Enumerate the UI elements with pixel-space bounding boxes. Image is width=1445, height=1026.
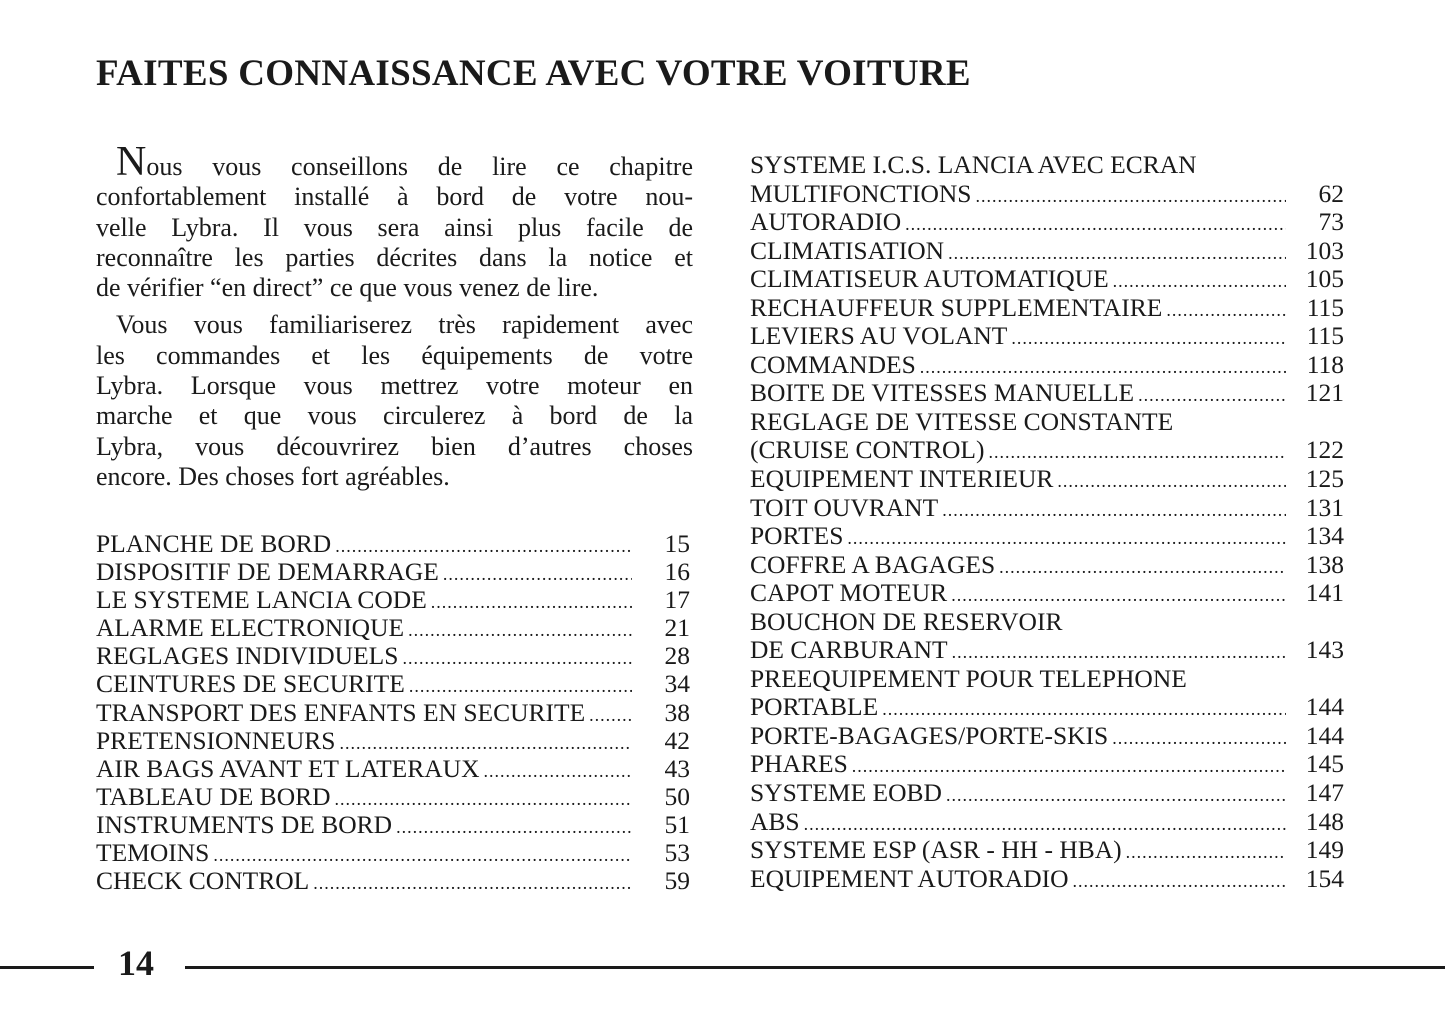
- intro-text: [96, 139, 693, 499]
- toc-label: CLIMATISEUR AUTOMATIQUE: [750, 264, 1109, 294]
- toc-page-number: 62: [1318, 178, 1344, 208]
- toc-entry: [96, 755, 690, 783]
- toc-entry: [750, 294, 1344, 323]
- dot-leader: [847, 524, 1286, 553]
- toc-entry: [750, 180, 1344, 209]
- toc-entry: [750, 750, 1344, 779]
- toc-page-number: 103: [1305, 235, 1344, 265]
- line-text: confortablement installé à bord de votre nou-: [96, 182, 693, 212]
- toc-entry: [750, 494, 1344, 523]
- dot-leader: [443, 560, 632, 588]
- paragraph-line: [96, 341, 693, 371]
- toc-page-number: 28: [664, 641, 690, 671]
- toc-label: BOITE DE VITESSES MANUELLE: [750, 378, 1135, 408]
- intro-paragraph: [96, 139, 693, 303]
- toc-label: LE SYSTEME LANCIA CODE: [96, 585, 427, 615]
- toc-entry: [750, 779, 1344, 808]
- toc-page-number: 21: [664, 613, 690, 643]
- toc-page-number: 38: [664, 697, 690, 727]
- intro-paragraph: [96, 310, 693, 492]
- dot-leader: [952, 638, 1286, 667]
- toc-page-number: 16: [664, 557, 690, 587]
- toc-label: COFFRE A BAGAGES: [750, 549, 996, 579]
- toc-label: CAPOT MOTEUR: [750, 578, 948, 608]
- toc-entry: [750, 579, 1344, 608]
- toc-entry: [96, 614, 690, 642]
- dot-leader: [313, 869, 632, 897]
- toc-page-number: 134: [1305, 521, 1344, 551]
- page-title: FAITES CONNAISSANCE AVEC VOTRE VOITURE: [96, 53, 971, 94]
- paragraph-line: [96, 213, 693, 243]
- toc-label: TABLEAU DE BORD: [96, 781, 331, 811]
- toc-page-number: 121: [1305, 378, 1344, 408]
- toc-label: RECHAUFFEUR SUPPLEMENTAIRE: [750, 292, 1163, 322]
- line-text: les commandes et les équipements de votre: [96, 340, 693, 370]
- dot-leader: [988, 438, 1286, 467]
- toc-page-number: 105: [1305, 264, 1344, 294]
- paragraph-line: [96, 139, 693, 185]
- toc-entry: [750, 522, 1344, 551]
- dot-leader: [1057, 467, 1286, 496]
- toc-label: (CRUISE CONTROL): [750, 435, 985, 465]
- toc-entry: [96, 783, 690, 811]
- dot-leader: [409, 672, 632, 700]
- toc-entry: [96, 839, 690, 867]
- line-text: Lybra. Lorsque vous mettrez votre moteur en: [96, 371, 693, 401]
- toc-right-column: [750, 151, 1344, 893]
- toc-label: EQUIPEMENT AUTORADIO: [750, 863, 1069, 893]
- toc-label: TEMOINS: [96, 838, 210, 868]
- toc-entry: [750, 636, 1344, 665]
- line-text: marche et que vous circulerez à bord de la: [96, 401, 693, 431]
- line-text: ous vous conseillons de lire ce chapitre: [146, 152, 693, 181]
- dot-leader: [1073, 867, 1286, 896]
- line-text: encore. Des choses fort agréables.: [96, 461, 450, 491]
- toc-entry: [750, 151, 1344, 180]
- toc-entry: [96, 670, 690, 698]
- dot-leader: [335, 785, 632, 813]
- toc-entry: [750, 465, 1344, 494]
- footer-rule-right: [185, 966, 1445, 969]
- toc-label: REGLAGES INDIVIDUELS: [96, 641, 399, 671]
- toc-page-number: 42: [664, 725, 690, 755]
- toc-page-number: 131: [1305, 492, 1344, 522]
- toc-label: SYSTEME I.C.S. LANCIA AVEC ECRAN: [750, 150, 1197, 179]
- toc-page-number: 144: [1305, 720, 1344, 750]
- toc-label: ABS: [750, 806, 800, 836]
- toc-page-number: 145: [1305, 749, 1344, 779]
- toc-entry: [750, 237, 1344, 266]
- toc-entry: [750, 208, 1344, 237]
- toc-page-number: 149: [1305, 835, 1344, 865]
- dot-leader: [1113, 267, 1286, 296]
- toc-entry: [750, 265, 1344, 294]
- toc-entry: [750, 808, 1344, 837]
- paragraph-line: [96, 243, 693, 273]
- toc-entry: [750, 551, 1344, 580]
- toc-entry: [750, 693, 1344, 722]
- toc-page-number: 34: [664, 669, 690, 699]
- toc-page-number: 148: [1305, 806, 1344, 836]
- toc-label: CEINTURES DE SECURITE: [96, 669, 405, 699]
- dot-leader: [484, 757, 633, 785]
- paragraph-line: [96, 462, 693, 492]
- toc-page-number: 122: [1305, 435, 1344, 465]
- toc-label: PHARES: [750, 749, 848, 779]
- toc-label: BOUCHON DE RESERVOIR: [750, 606, 1063, 636]
- toc-label: AUTORADIO: [750, 207, 902, 237]
- toc-page-number: 17: [664, 585, 690, 615]
- dot-leader: [339, 729, 632, 757]
- toc-entry: [96, 642, 690, 670]
- toc-label: TOIT OUVRANT: [750, 492, 939, 522]
- toc-label: LEVIERS AU VOLANT: [750, 321, 1008, 351]
- toc-entry: [750, 865, 1344, 894]
- toc-label: REGLAGE DE VITESSE CONSTANTE: [750, 406, 1174, 436]
- toc-label: SYSTEME EOBD: [750, 778, 942, 808]
- paragraph-line: [96, 273, 693, 303]
- toc-page-number: 73: [1318, 207, 1344, 237]
- toc-label: PORTABLE: [750, 692, 879, 722]
- toc-page-number: 50: [664, 781, 690, 811]
- footer-rule-left: [0, 966, 94, 969]
- toc-label: AIR BAGS AVANT ET LATERAUX: [96, 753, 480, 783]
- toc-entry: [750, 722, 1344, 751]
- dot-leader: [589, 701, 632, 729]
- dot-leader: [1166, 296, 1286, 325]
- toc-page-number: 154: [1305, 863, 1344, 893]
- toc-page-number: 118: [1306, 349, 1344, 379]
- toc-entry: [750, 408, 1344, 437]
- toc-label: PRETENSIONNEURS: [96, 725, 336, 755]
- toc-label: TRANSPORT DES ENFANTS EN SECURITE: [96, 697, 586, 727]
- dot-leader: [852, 752, 1286, 781]
- toc-page-number: 141: [1305, 578, 1344, 608]
- toc-label: SYSTEME ESP (ASR - HH - HBA): [750, 835, 1122, 865]
- dot-leader: [976, 182, 1287, 211]
- dot-leader: [882, 695, 1286, 724]
- toc-page-number: 59: [664, 866, 690, 896]
- drop-cap: N: [116, 139, 147, 185]
- toc-entry: [96, 727, 690, 755]
- toc-label: DISPOSITIF DE DEMARRAGE: [96, 557, 439, 587]
- toc-label: MULTIFONCTIONS: [750, 178, 972, 208]
- dot-leader: [396, 813, 632, 841]
- dot-leader: [335, 532, 632, 560]
- line-text: Lybra, vous découvrirez bien d’autres choses: [96, 431, 693, 461]
- toc-label: PORTE-BAGAGES/PORTE-SKIS: [750, 720, 1109, 750]
- toc-label: CLIMATISATION: [750, 235, 945, 265]
- toc-label: ALARME ELECTRONIQUE: [96, 613, 405, 643]
- toc-entry: [96, 867, 690, 895]
- dot-leader: [213, 841, 632, 869]
- dot-leader: [804, 810, 1286, 839]
- toc-entry: [96, 586, 690, 614]
- toc-page-number: 115: [1306, 292, 1344, 322]
- toc-page-number: 147: [1305, 778, 1344, 808]
- toc-entry: [96, 558, 690, 586]
- toc-page-number: 15: [664, 529, 690, 558]
- toc-entry: [750, 322, 1344, 351]
- paragraph-line: [96, 401, 693, 431]
- dot-leader: [942, 496, 1286, 525]
- toc-label: PREEQUIPEMENT POUR TELEPHONE: [750, 663, 1187, 693]
- line-text: velle Lybra. Il vous sera ainsi plus facile de: [96, 212, 693, 242]
- dot-leader: [431, 588, 632, 616]
- dot-leader: [999, 553, 1286, 582]
- dot-leader: [1138, 381, 1286, 410]
- dot-leader: [402, 644, 632, 672]
- dot-leader: [946, 781, 1286, 810]
- toc-page-number: 51: [664, 809, 690, 839]
- dot-leader: [951, 581, 1286, 610]
- toc-left-column: [96, 530, 690, 895]
- paragraph-line: [96, 432, 693, 462]
- toc-page-number: 143: [1305, 635, 1344, 665]
- toc-entry: [96, 811, 690, 839]
- toc-label: COMMANDES: [750, 349, 916, 379]
- toc-label: PLANCHE DE BORD: [96, 529, 332, 558]
- dot-leader: [905, 210, 1286, 239]
- paragraph-line: [96, 371, 693, 401]
- toc-page-number: 125: [1305, 464, 1344, 494]
- toc-label: EQUIPEMENT INTERIEUR: [750, 464, 1054, 494]
- toc-entry: [750, 351, 1344, 380]
- dot-leader: [920, 353, 1286, 382]
- toc-label: INSTRUMENTS DE BORD: [96, 809, 393, 839]
- line-text: reconnaître les parties décrites dans la notice et: [96, 242, 693, 272]
- line-text: Vous vous familiariserez très rapidement avec: [116, 310, 693, 340]
- paragraph-line: [96, 310, 693, 340]
- page-number: 14: [118, 943, 154, 983]
- toc-entry: [750, 379, 1344, 408]
- dot-leader: [1126, 838, 1286, 867]
- dot-leader: [948, 239, 1286, 268]
- line-text: de vérifier “en direct” ce que vous venez de lire.: [96, 273, 599, 303]
- toc-entry: [96, 699, 690, 727]
- toc-entry: [750, 665, 1344, 694]
- toc-label: DE CARBURANT: [750, 635, 948, 665]
- toc-entry: [750, 608, 1344, 637]
- toc-page-number: 115: [1306, 321, 1344, 351]
- toc-entry: [750, 836, 1344, 865]
- toc-page-number: 144: [1305, 692, 1344, 722]
- toc-entry: [96, 530, 690, 558]
- paragraph-line: [96, 182, 693, 212]
- toc-entry: [750, 436, 1344, 465]
- toc-page-number: 53: [664, 838, 690, 868]
- dot-leader: [408, 616, 632, 644]
- dot-leader: [1112, 724, 1286, 753]
- toc-label: PORTES: [750, 521, 844, 551]
- toc-page-number: 138: [1305, 549, 1344, 579]
- toc-page-number: 43: [664, 753, 690, 783]
- toc-label: CHECK CONTROL: [96, 866, 310, 896]
- dot-leader: [1011, 324, 1286, 353]
